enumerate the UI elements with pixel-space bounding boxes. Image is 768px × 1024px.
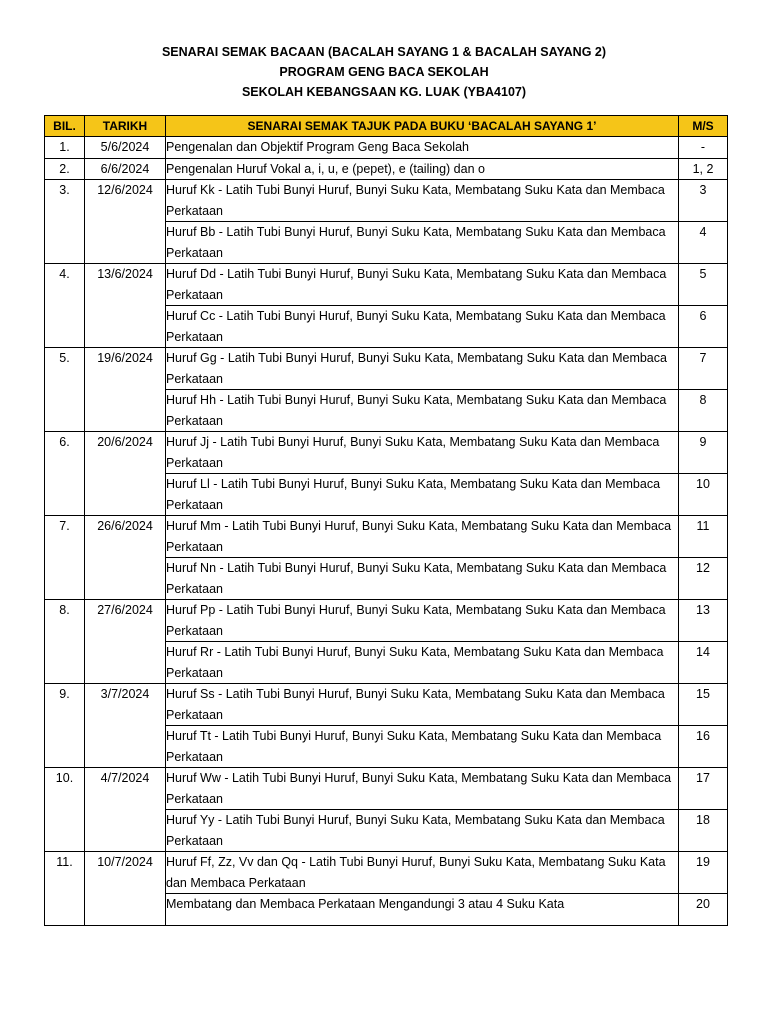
column-header-topic: SENARAI SEMAK TAJUK PADA BUKU ‘BACALAH SAYANG 1’ [166, 116, 679, 137]
table-row [45, 516, 728, 558]
cell-topic: Huruf Ww - Latih Tubi Bunyi Huruf, Bunyi Suku Kata, Membatang Suku Kata dan Membaca Perkataan [166, 768, 679, 810]
column-header-ms: M/S [679, 116, 728, 137]
cell-topic: Pengenalan dan Objektif Program Geng Baca Sekolah [166, 137, 679, 159]
cell-tarikh: 27/6/2024 [85, 600, 166, 684]
cell-ms: 19 [679, 852, 728, 894]
cell-bil: 6. [45, 432, 85, 516]
cell-bil: 2. [45, 158, 85, 180]
cell-topic: Huruf Hh - Latih Tubi Bunyi Huruf, Bunyi Suku Kata, Membatang Suku Kata dan Membaca Perkataan [166, 390, 679, 432]
cell-topic: Huruf Mm - Latih Tubi Bunyi Huruf, Bunyi Suku Kata, Membatang Suku Kata dan Membaca Perkataan [166, 516, 679, 558]
cell-bil: 8. [45, 600, 85, 684]
cell-topic: Huruf Rr - Latih Tubi Bunyi Huruf, Bunyi Suku Kata, Membatang Suku Kata dan Membaca Perkataan [166, 642, 679, 684]
table-row [45, 600, 728, 642]
column-header-tarikh: TARIKH [85, 116, 166, 137]
table-row [45, 852, 728, 894]
cell-tarikh: 13/6/2024 [85, 264, 166, 348]
cell-topic: Huruf Jj - Latih Tubi Bunyi Huruf, Bunyi Suku Kata, Membatang Suku Kata dan Membaca Perkataan [166, 432, 679, 474]
cell-ms: 3 [679, 180, 728, 222]
table-row [45, 180, 728, 222]
cell-topic: Pengenalan Huruf Vokal a, i, u, e (pepet), e (tailing) dan o [166, 158, 679, 180]
cell-ms: 8 [679, 390, 728, 432]
document-title: SENARAI SEMAK BACAAN (BACALAH SAYANG 1 & BACALAH SAYANG 2) [161, 45, 607, 59]
cell-topic: Huruf Dd - Latih Tubi Bunyi Huruf, Bunyi Suku Kata, Membatang Suku Kata dan Membaca Perkataan [166, 264, 679, 306]
table-row [45, 768, 728, 810]
cell-ms: 18 [679, 810, 728, 852]
cell-topic: Membatang dan Membaca Perkataan Mengandungi 3 atau 4 Suku Kata [166, 894, 679, 926]
cell-tarikh: 3/7/2024 [85, 684, 166, 768]
cell-topic: Huruf Pp - Latih Tubi Bunyi Huruf, Bunyi Suku Kata, Membatang Suku Kata dan Membaca Perkataan [166, 600, 679, 642]
cell-ms: 5 [679, 264, 728, 306]
cell-tarikh: 19/6/2024 [85, 348, 166, 432]
cell-topic: Huruf Yy - Latih Tubi Bunyi Huruf, Bunyi Suku Kata, Membatang Suku Kata dan Membaca Perkataan [166, 810, 679, 852]
table-body [45, 137, 728, 926]
cell-bil: 10. [45, 768, 85, 852]
cell-topic: Huruf Cc - Latih Tubi Bunyi Huruf, Bunyi Suku Kata, Membatang Suku Kata dan Membaca Perkataan [166, 306, 679, 348]
cell-ms: 1, 2 [679, 158, 728, 180]
cell-bil: 9. [45, 684, 85, 768]
cell-ms: 17 [679, 768, 728, 810]
table-row [45, 264, 728, 306]
cell-ms: 13 [679, 600, 728, 642]
cell-bil: 3. [45, 180, 85, 264]
cell-topic: Huruf Ss - Latih Tubi Bunyi Huruf, Bunyi Suku Kata, Membatang Suku Kata dan Membaca Perkataan [166, 684, 679, 726]
table-row [45, 684, 728, 726]
cell-bil: 4. [45, 264, 85, 348]
cell-ms: 15 [679, 684, 728, 726]
cell-tarikh: 26/6/2024 [85, 516, 166, 600]
cell-topic: Huruf Kk - Latih Tubi Bunyi Huruf, Bunyi Suku Kata, Membatang Suku Kata dan Membaca Perkataan [166, 180, 679, 222]
checklist-table [44, 115, 728, 926]
cell-ms: 12 [679, 558, 728, 600]
table-row [45, 348, 728, 390]
cell-bil: 7. [45, 516, 85, 600]
table-row [45, 137, 728, 159]
school-name: SEKOLAH KEBANGSAAN KG. LUAK (YBA4107) [241, 85, 527, 99]
cell-ms: 14 [679, 642, 728, 684]
cell-bil: 11. [45, 852, 85, 926]
cell-ms: 16 [679, 726, 728, 768]
cell-ms: 4 [679, 222, 728, 264]
cell-ms: 11 [679, 516, 728, 558]
cell-ms: 10 [679, 474, 728, 516]
cell-topic: Huruf Bb - Latih Tubi Bunyi Huruf, Bunyi Suku Kata, Membatang Suku Kata dan Membaca Perkataan [166, 222, 679, 264]
cell-tarikh: 4/7/2024 [85, 768, 166, 852]
column-header-bil: BIL. [45, 116, 85, 137]
cell-topic: Huruf Gg - Latih Tubi Bunyi Huruf, Bunyi Suku Kata, Membatang Suku Kata dan Membaca Perkataan [166, 348, 679, 390]
cell-tarikh: 10/7/2024 [85, 852, 166, 926]
table-row [45, 158, 728, 180]
cell-ms: - [679, 137, 728, 159]
cell-topic: Huruf Nn - Latih Tubi Bunyi Huruf, Bunyi Suku Kata, Membatang Suku Kata dan Membaca Perkataan [166, 558, 679, 600]
cell-tarikh: 6/6/2024 [85, 158, 166, 180]
cell-ms: 7 [679, 348, 728, 390]
cell-bil: 1. [45, 137, 85, 159]
cell-bil: 5. [45, 348, 85, 432]
document-header [0, 42, 768, 102]
cell-ms: 20 [679, 894, 728, 926]
cell-tarikh: 20/6/2024 [85, 432, 166, 516]
cell-ms: 9 [679, 432, 728, 474]
table-header-row [45, 116, 728, 137]
cell-topic: Huruf Ll - Latih Tubi Bunyi Huruf, Bunyi Suku Kata, Membatang Suku Kata dan Membaca Perkataan [166, 474, 679, 516]
cell-topic: Huruf Ff, Zz, Vv dan Qq - Latih Tubi Bunyi Huruf, Bunyi Suku Kata, Membatang Suku Kata dan Membaca Perkataan [166, 852, 679, 894]
table-row [45, 432, 728, 474]
cell-tarikh: 12/6/2024 [85, 180, 166, 264]
cell-topic: Huruf Tt - Latih Tubi Bunyi Huruf, Bunyi Suku Kata, Membatang Suku Kata dan Membaca Perkataan [166, 726, 679, 768]
cell-tarikh: 5/6/2024 [85, 137, 166, 159]
cell-ms: 6 [679, 306, 728, 348]
program-name: PROGRAM GENG BACA SEKOLAH [279, 65, 489, 79]
